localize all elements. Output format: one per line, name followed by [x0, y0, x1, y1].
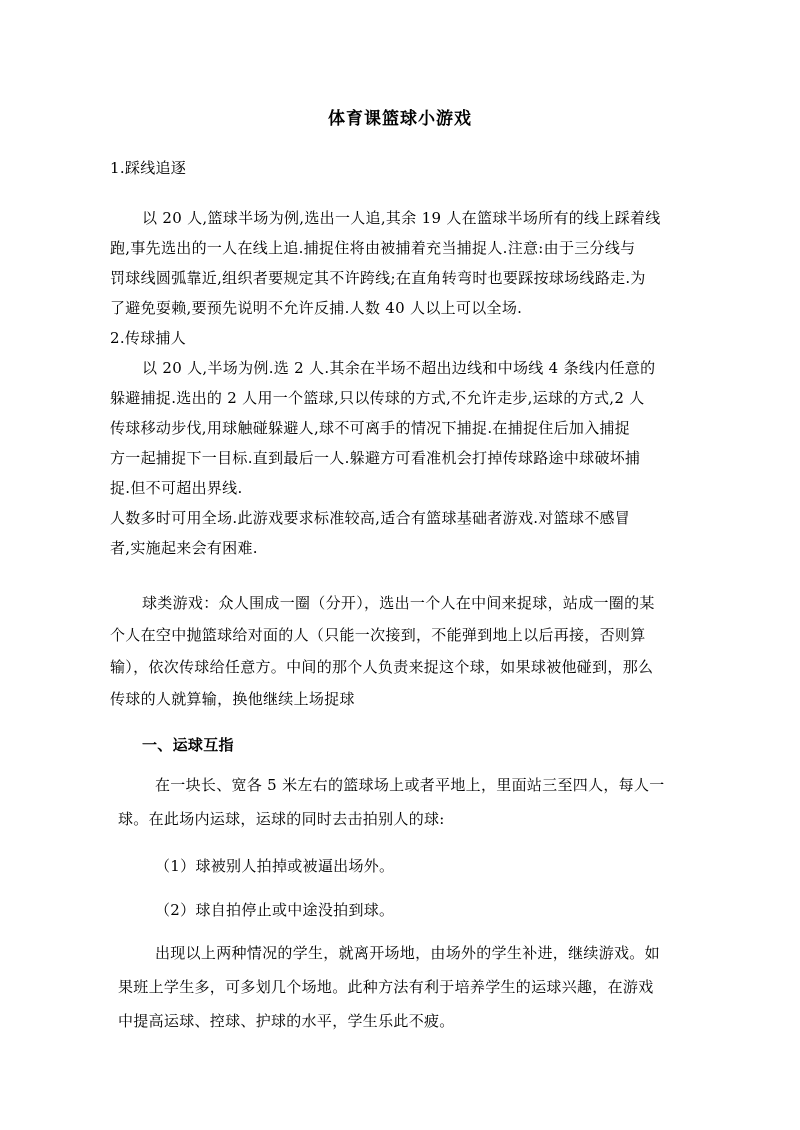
text-line: 方一起捕捉下一目标.直到最后一人.躲避方可看准机会打掉传球路途中球破坏捕: [110, 449, 641, 467]
text-line: 罚球线圆弧靠近,组织者要规定其不许跨线;在直角转弯时也要踩按球场线路走.为: [110, 269, 646, 287]
section-heading: 1.踩线追逐: [110, 159, 187, 177]
text-line: 果班上学生多，可多划几个场地。此种方法有利于培养学生的运球兴趣，在游戏: [118, 978, 654, 996]
text-line: 躲避捕捉.选出的 2 人用一个篮球,只以传球的方式,不允许走步,运球的方式,2 人: [110, 389, 645, 407]
page-title: 体育课篮球小游戏: [328, 109, 472, 129]
text-line: 在一块长、宽各 5 米左右的篮球场上或者平地上，里面站三至四人，每人一: [155, 776, 665, 794]
section-heading: 2.传球捕人: [110, 329, 187, 347]
text-line: 以 20 人,半场为例.选 2 人.其余在半场不超出边线和中场线 4 条线内任意的: [142, 359, 656, 377]
text-line: 传球移动步伐,用球触碰躲避人,球不可离手的情况下捕捉.在捕捉住后加入捕捉: [110, 419, 631, 437]
text-line: 跑,事先选出的一人在线上追.捕捉住将由被捕着充当捕捉人.注意:由于三分线与: [110, 239, 636, 257]
list-item: （1）球被别人拍掉或被逼出场外。: [155, 857, 395, 875]
text-line: 中提高运球、控球、护球的水平，学生乐此不疲。: [118, 1012, 455, 1030]
text-line: 者,实施起来会有困难.: [110, 539, 258, 557]
text-line: 输），依次传球给任意方。中间的那个人负责来捉这个球，如果球被他碰到，那么: [110, 658, 654, 676]
text-line: 出现以上两种情况的学生，就离开场地，由场外的学生补进，继续游戏。如: [155, 944, 660, 962]
text-line: 捉.但不可超出界线.: [110, 479, 243, 497]
text-line: 球类游戏：众人围成一圈（分开），选出一个人在中间来捉球，站成一圈的某: [142, 594, 655, 612]
text-line: 以 20 人,篮球半场为例,选出一人追,其余 19 人在篮球半场所有的线上踩着线: [142, 209, 661, 227]
list-item: （2）球自拍停止或中途没拍到球。: [155, 901, 395, 919]
text-line: 了避免耍赖,要预先说明不允许反捕.人数 40 人以上可以全场.: [110, 299, 523, 317]
section-heading: 一、运球互指: [142, 736, 234, 754]
text-line: 人数多时可用全场.此游戏要求标准较高,适合有篮球基础者游戏.对篮球不感冒: [110, 509, 631, 527]
text-line: 个人在空中抛篮球给对面的人（只能一次接到，不能弹到地上以后再接，否则算: [110, 626, 646, 644]
text-line: 传球的人就算输，换他继续上场捉球: [110, 690, 355, 708]
text-line: 球。在此场内运球，运球的同时去击拍别人的球:: [118, 810, 445, 828]
